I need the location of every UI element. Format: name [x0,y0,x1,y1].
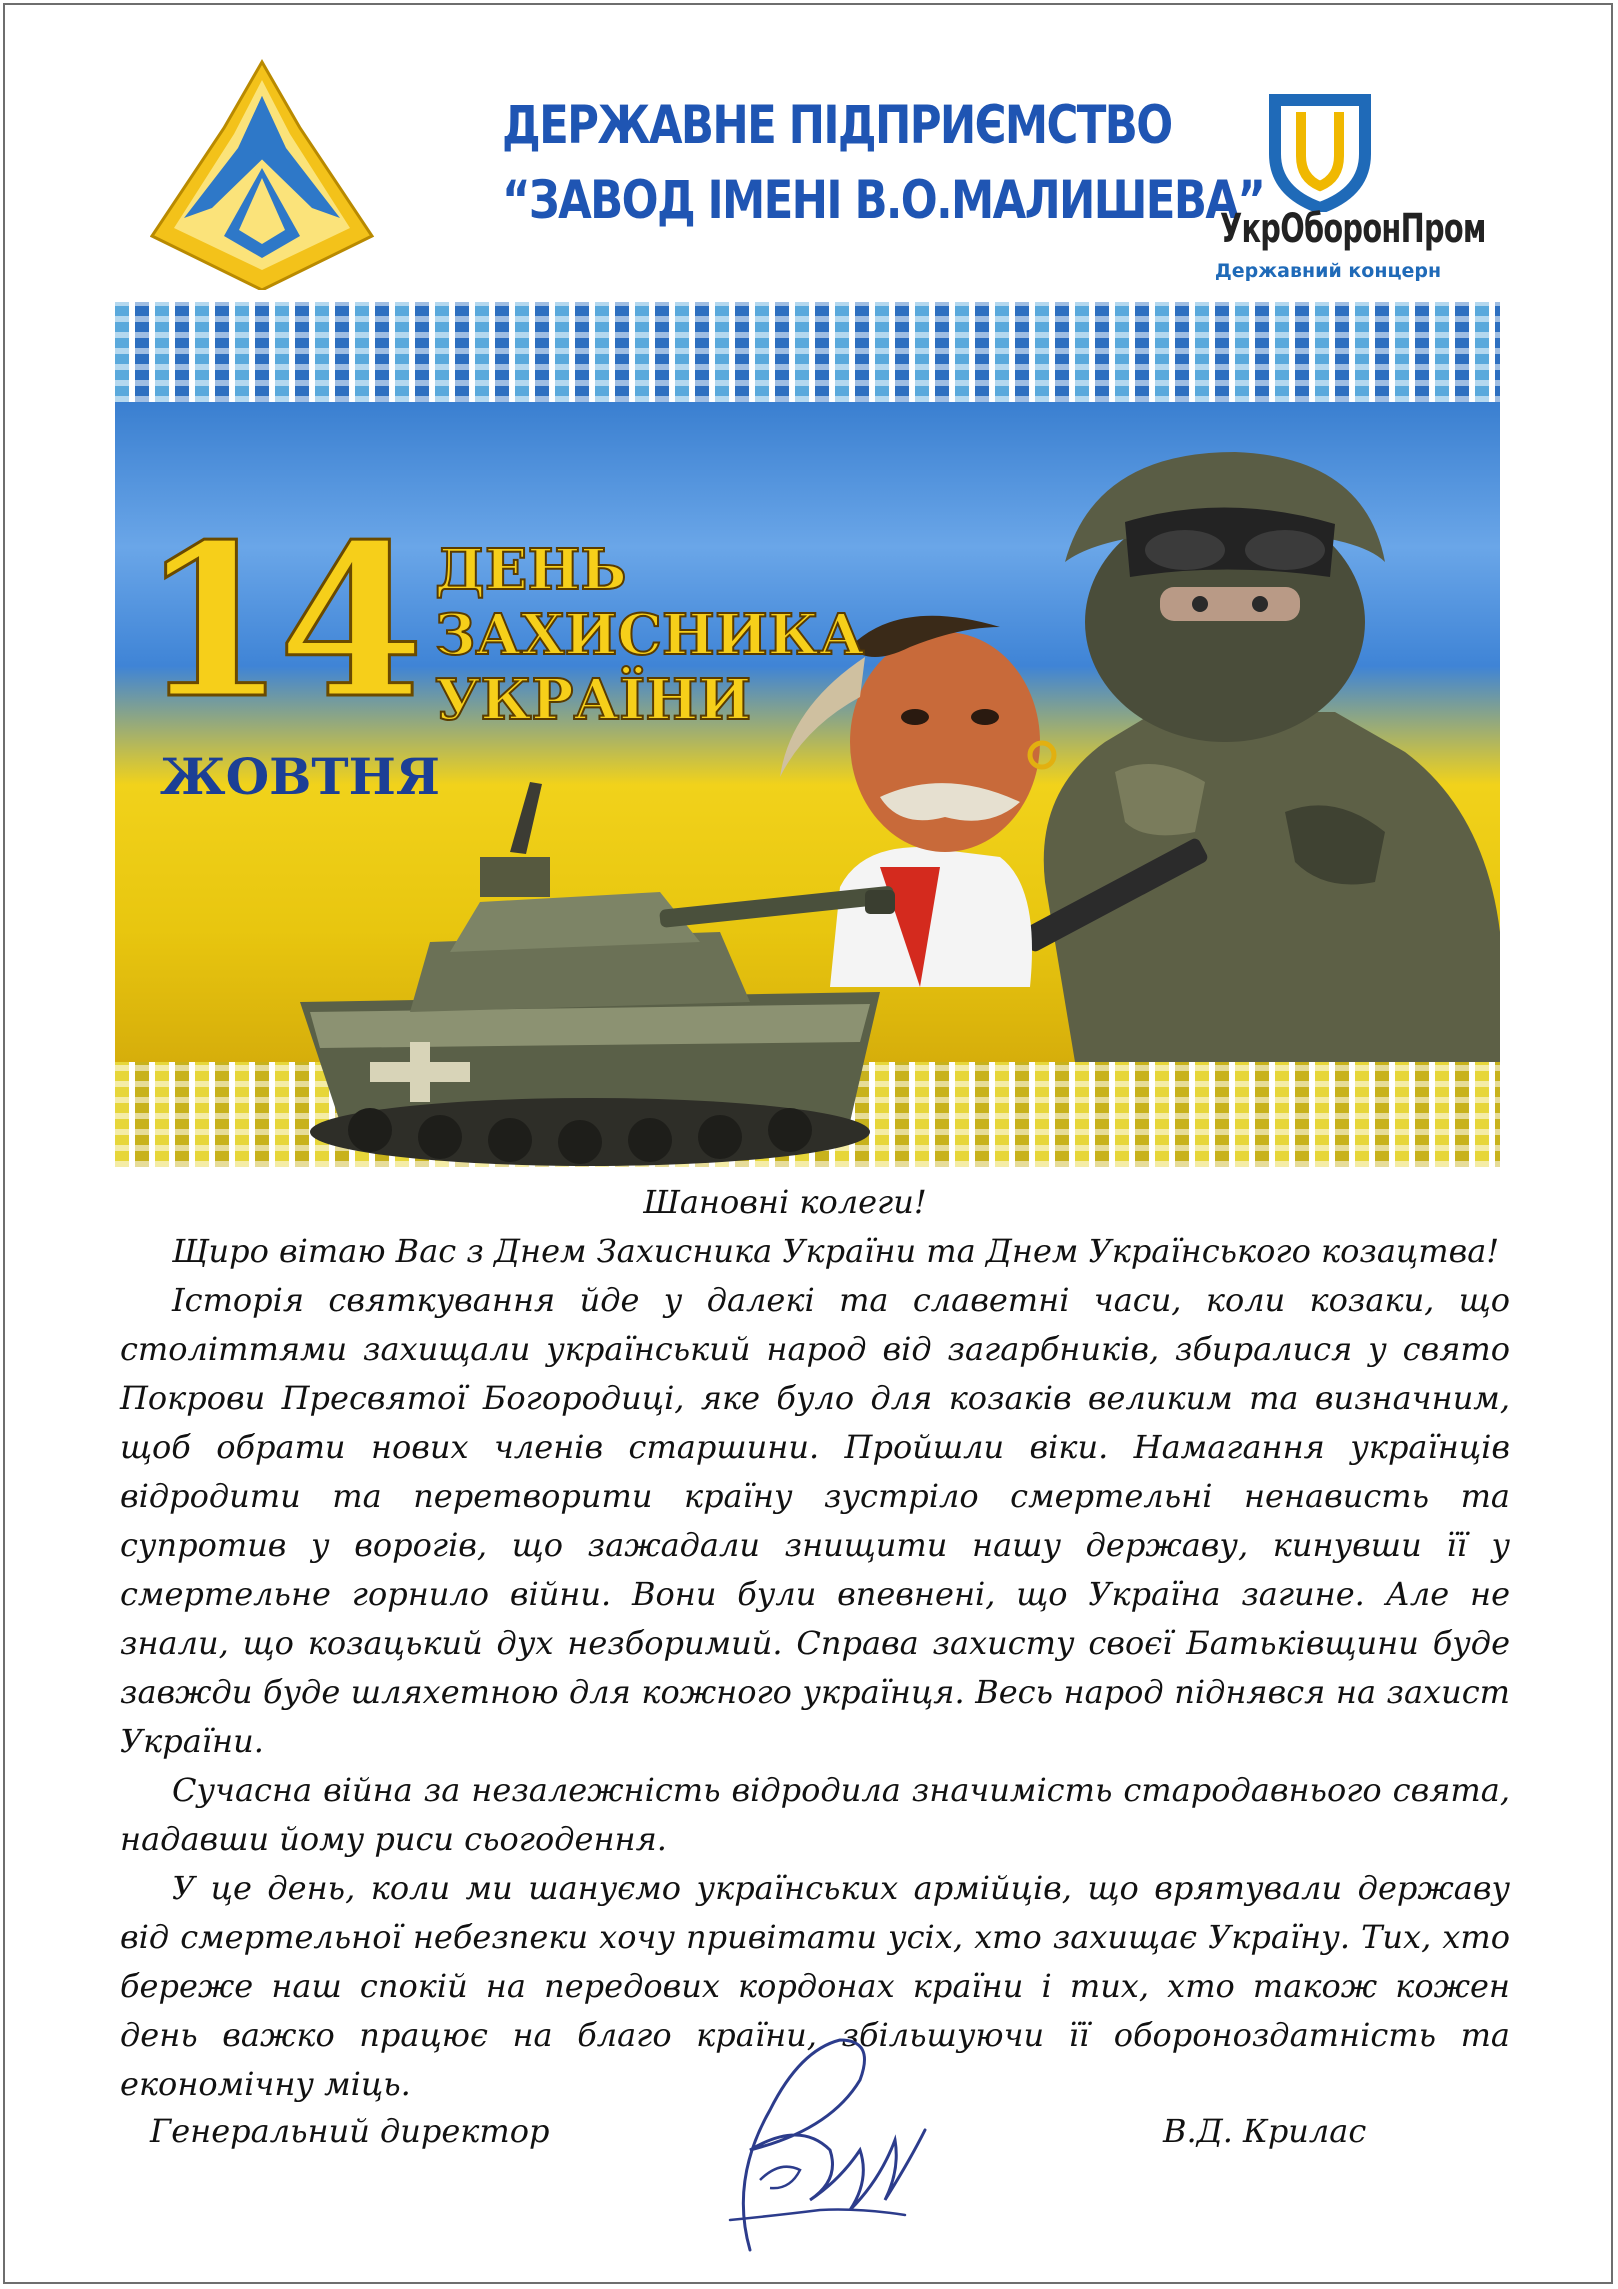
letter-paragraph: Історія святкування йде у далекі та славетні часи, коли козаки, що століттями захищали український народ від загарбників, збиралися у свято Покрови Пресвятої Богородиці, яке було для козаків великим та визначним, щоб обрати нових членів старшини. Пройшли віки. Намагання українців відродити та перетворити країну зустріло смертельні ненависть та супротив у ворогів, що зажадали знищити нашу державу, кинувши її у смертельне горнило війни. Вони були впевнені, що Україна загине. Але не знали, що козацький дух незборимий. Справа захисту своєї Батьківщини буде завжди буде шляхетною для кожного українця. Весь народ піднявся на захист України. [120,1281,1510,1760]
banner-line1: ДЕНЬ [435,537,627,603]
tank-illustration [280,742,900,1172]
concern-name: УкрОборонПром [1220,206,1486,252]
handwritten-signature [690,2010,940,2260]
banner-line3: УКРАЇНИ [435,667,752,733]
banner-month: ЖОВТНЯ [160,747,440,806]
letter-paragraph: Сучасна війна за незалежність відродила значимість стародавнього свята, надавши йому риси сьогодення. [120,1771,1510,1858]
letter-paragraph: Щиро вітаю Вас з Днем Захисника України та Днем Українського козацтва! [172,1232,1500,1270]
concern-subtitle: Державний концерн [1214,260,1442,282]
malyshev-plant-emblem [150,58,375,290]
company-title-line1: ДЕРЖАВНЕ ПІДПРИЄМСТВО [502,95,1172,156]
day-number: 14 [140,498,417,745]
signatory-name: В.Д. Крилас [1163,2112,1367,2150]
letter-paragraph: У це день, коли ми шануємо українських армійців, що врятували державу від смертельної небезпеки хочу привітати усіх, хто захищає Україну. Тих, хто береже наш спокій на передових кордонах країни і тих, хто також кожен день важко працює на благо країни, збільшуючи її обороноздатність та економічну міць. [120,1869,1510,2103]
banner-line2: ЗАХИСНИКА [435,602,865,668]
signatory-role: Генеральний директор [150,2112,550,2150]
defender-day-banner [115,302,1500,1167]
company-title-line2: “ЗАВОД ІМЕНІ В.О.МАЛИШЕВА” [502,170,1265,231]
ukroboronprom-shield-icon [1265,92,1375,212]
greeting-letter [120,1178,1510,2109]
salutation: Шановні колеги! [643,1183,927,1221]
